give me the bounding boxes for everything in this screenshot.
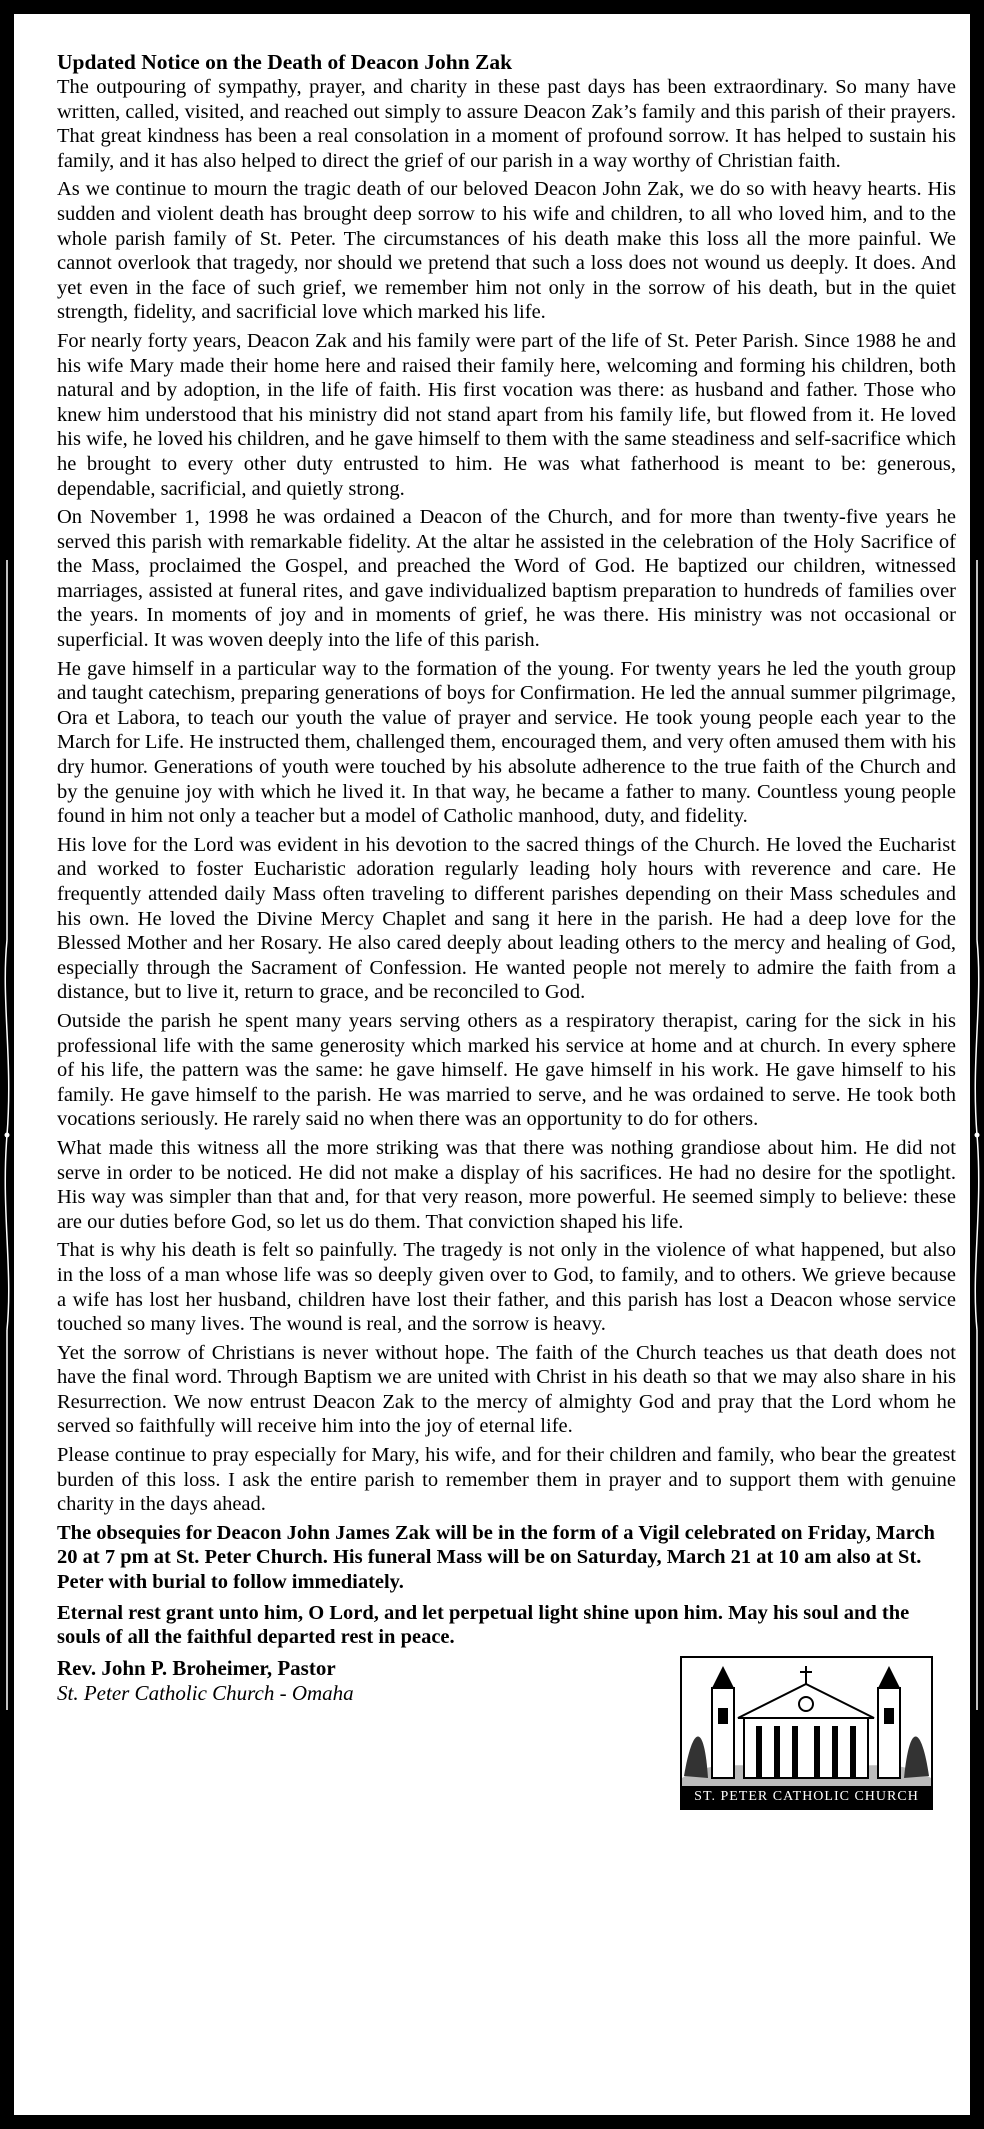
paragraph-3: For nearly forty years, Deacon Zak and his family were part of the life of St. Peter Parish. Since 1988 he and his wife Mary made their home here and raised their family here, welcoming and forming his children, both natural and by adoption, in the life of faith. His first vocation was there: as husband and father. Those who knew him understood that his ministry did not stand apart from his family life, but flowed from it. He loved his wife, he loved his children, and he gave himself to them with the same steadiness and self-sacrifice which he brought to every other duty entrusted to him. He was what fatherhood is meant to be: generous, dependable, sacrificial, and quietly strong. — [57, 329, 956, 500]
right-border-flourish-icon — [970, 560, 984, 1710]
obsequies-notice: The obsequies for Deacon John James Zak will be in the form of a Vigil celebrated on Friday, March 20 at 7 pm at St. Peter Church. His funeral Mass will be on Saturday, March 21 at 10 am also at St. Peter with burial to follow immediately. — [57, 1521, 935, 1594]
signature-area — [57, 1655, 956, 1804]
paragraph-10: Yet the sorrow of Christians is never without hope. The faith of the Church teaches us that death does not have the final word. Through Baptism we are united with Christ in his death so that we may also share in his Resurrection. We now entrust Deacon Zak to the mercy of almighty God and pray that the Lord whom he served so faithfully will receive him into the joy of eternal life. — [57, 1341, 956, 1438]
paragraph-5: He gave himself in a particular way to the formation of the young. For twenty years he led the youth group and taught catechism, preparing generations of boys for Confirmation. He led the annual summer pilgrimage, Ora et Labora, to teach our youth the value of prayer and service. He took young people each year to the March for Life. He instructed them, challenged them, encouraged them, and very often amused them with his dry humor. Generations of youth were touched by his absolute adherence to the true faith of the Church and by the genuine joy with which he lived it. In that way, he became a father to many. Countless young people found in him not only a teacher but a model of Catholic manhood, duty, and fidelity. — [57, 657, 956, 828]
paragraph-6: His love for the Lord was evident in his devotion to the sacred things of the Church. He loved the Eucharist and worked to foster Eucharistic adoration regularly leading holy hours with reverence and care. He frequently attended daily Mass often traveling to different parishes depending on their Mass schedules and his own. He loved the Divine Mercy Chaplet and sang it here in the parish. He had a deep love for the Blessed Mother and her Rosary. He also cared deeply about leading others to the mercy and healing of God, especially through the Sacrament of Confession. He wanted people not merely to admire the faith from a distance, but to live it, return to grace, and be reconciled to God. — [57, 833, 956, 1004]
paragraph-8: What made this witness all the more striking was that there was nothing grandiose about him. He did not serve in order to be noticed. He did not make a display of his sacrifices. He had no desire for the spotlight. His way was simpler than that and, for that very reason, more powerful. He seemed simply to believe: these are our duties before God, so let us do them. That conviction shaped his life. — [57, 1136, 956, 1233]
paragraph-9: That is why his death is felt so painfully. The tragedy is not only in the violence of what happened, but also in the loss of a man whose life was so deeply given over to God, to family, and to others. We grieve because a wife has lost her husband, children have lost their father, and this parish has lost a Deacon whose service touched so many lives. The wound is real, and the sorrow is heavy. — [57, 1239, 956, 1336]
paragraph-4: On November 1, 1998 he was ordained a Deacon of the Church, and for more than twenty-five years he served this parish with remarkable fidelity. At the altar he assisted in the celebration of the Holy Sacrifice of the Mass, proclaimed the Gospel, and preached the Word of God. He baptized our children, witnessed marriages, assisted at funeral rites, and gave individualized baptism preparation to hundreds of families over the years. In moments of joy and in moments of grief, he was there. His ministry was not occasional or superficial. It was woven deeply into the life of this parish. — [57, 506, 956, 652]
logo-caption: ST. PETER CATHOLIC CHURCH — [682, 1786, 931, 1808]
church-building-icon — [682, 1658, 931, 1786]
left-border-flourish-icon — [0, 560, 14, 1710]
notice-page — [14, 14, 970, 2115]
paragraph-11: Please continue to pray especially for Mary, his wife, and for their children and family, who bear the greatest burden of this loss. I ask the entire parish to remember them in prayer and to support them with genuine charity in the days ahead. — [57, 1444, 956, 1516]
church-signature-line: St. Peter Catholic Church - Omaha — [57, 1680, 354, 1705]
eternal-rest-prayer: Eternal rest grant unto him, O Lord, and let perpetual light shine upon him. May his soul and the souls of all the faithful departed rest in peace. — [57, 1601, 910, 1649]
paragraph-7: Outside the parish he spent many years serving others as a respiratory therapist, caring for the sick in his professional life with the same generosity which marked his service at home and at church. In every sphere of his life, the pattern was the same: he gave himself. He gave himself in his work. He gave himself to his family. He gave himself to the parish. He was married to serve, and he was ordained to serve. He took both vocations seriously. He rarely said no when there was an opportunity to do for others. — [57, 1009, 956, 1131]
paragraph-2: As we continue to mourn the tragic death of our beloved Deacon John Zak, we do so with heavy hearts. His sudden and violent death has brought deep sorrow to his wife and children, to all who loved him, and to the whole parish family of St. Peter. The circumstances of his death make this loss all the more painful. We cannot overlook that tragedy, nor should we pretend that such a loss does not wound us deeply. It does. And yet even in the face of such grief, we remember him not only in the sorrow of his death, but in the quiet strength, fidelity, and sacrificial love which marked his life. — [57, 178, 956, 324]
pastor-signature-name: Rev. John P. Broheimer, Pastor — [57, 1655, 336, 1680]
church-logo — [680, 1656, 933, 1810]
paragraph-1: The outpouring of sympathy, prayer, and charity in these past days has been extraordinary. So many have written, called, visited, and reached out simply to assure Deacon Zak’s family and this parish of their prayers. That great kindness has been a real consolation in a moment of profound sorrow. It has helped to sustain his family, and it has also helped to direct the grief of our parish in a way worthy of Christian faith. — [57, 76, 956, 172]
notice-title: Updated Notice on the Death of Deacon John Zak — [57, 50, 513, 74]
